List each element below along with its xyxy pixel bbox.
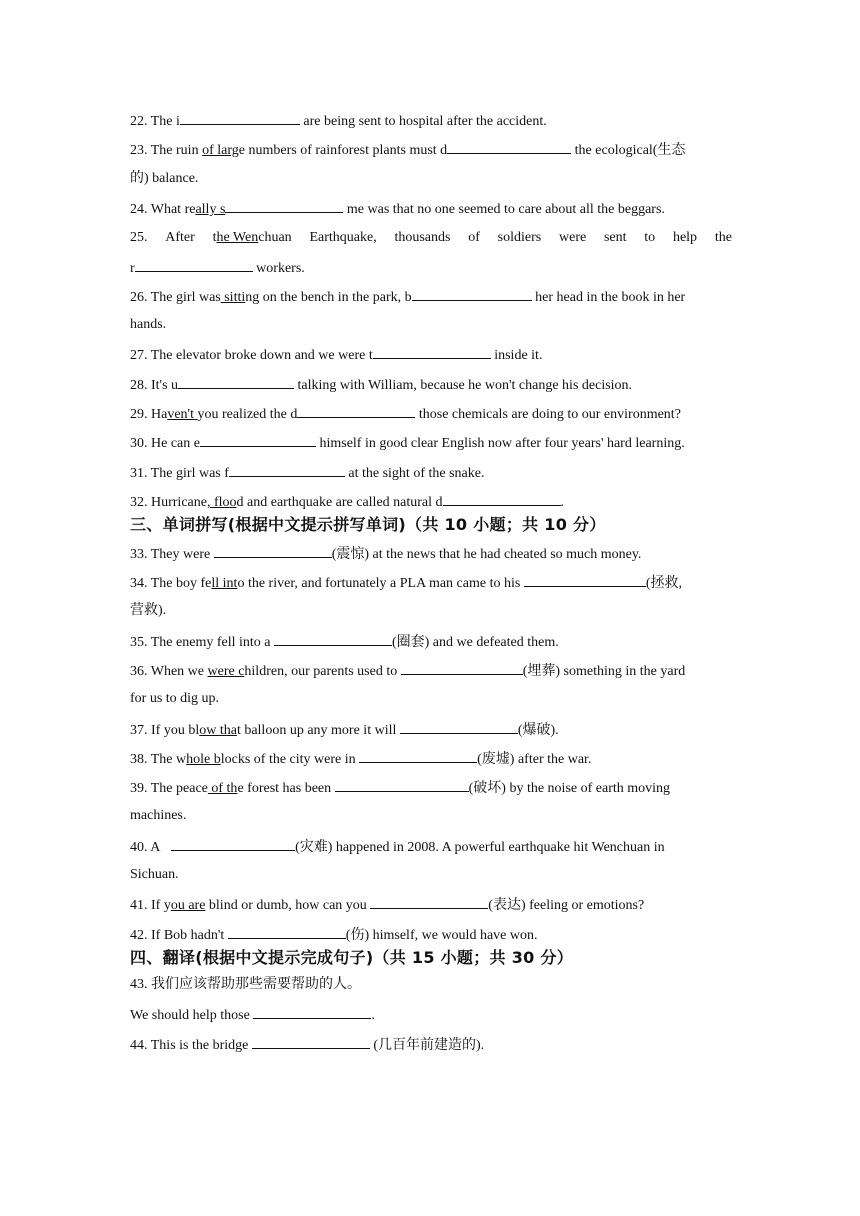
question-text: were [559,230,587,245]
question-text: hildren, our parents used to [244,664,401,679]
question-text: 41. If y [130,898,171,913]
question-text: . [371,1008,375,1023]
question-26 [130,287,732,307]
question-32 [130,492,732,512]
question-text: e numbers of rainforest plants must d [238,143,448,158]
question-text: 27. The elevator broke down and we were t [130,348,373,363]
underlined-text: were c [207,664,245,679]
answer-blank[interactable] [228,925,346,939]
question-30 [130,433,732,453]
question-text: Earthquake, [309,230,377,245]
underlined-text: hole b [186,752,221,767]
question-27 [130,345,732,365]
question-text: 38. The w [130,752,187,767]
answer-blank[interactable] [171,837,295,851]
question-text: of [468,230,480,245]
underlined-text: ll int [211,576,238,591]
question-text: soldiers [497,230,542,245]
answer-blank[interactable] [412,287,532,301]
answer-blank[interactable] [178,375,294,389]
question-36 [130,661,732,681]
question-text: blind or dumb, how can you [205,898,371,913]
question-text: Sichuan. [130,867,179,882]
question-text: at the sight of the snake. [344,466,485,481]
answer-blank[interactable] [214,544,332,558]
question-text: 34. The boy fe [130,576,212,591]
question-text: the Wenchuan [212,230,292,245]
question-text: 23. The ruin [130,143,203,158]
question-25 [130,229,732,247]
question-text: 40. A [130,840,164,855]
question-text: 的) balance. [130,171,199,186]
question-text: (震惊) at the news that he had cheated so much money. [331,547,642,562]
question-text: workers. [252,261,305,276]
section-4-heading: 四、翻译(根据中文提示完成句子)（共 15 小题；共 30 分） [130,948,574,967]
answer-blank[interactable] [401,661,523,675]
question-text: machines. [130,808,187,823]
answer-blank[interactable] [400,720,518,734]
question-34-cont [130,602,732,620]
answer-blank[interactable] [253,1005,371,1019]
question-text: locks of the city were in [220,752,360,767]
answer-blank[interactable] [335,778,469,792]
question-23-cont [130,170,732,188]
section-3-heading: 三、单词拼写(根据中文提示拼写单词)（共 10 小题；共 10 分） [130,515,606,534]
question-text: 36. When we [130,664,208,679]
answer-blank[interactable] [524,573,646,587]
question-text: inside it. [490,348,543,363]
question-31 [130,463,732,483]
underlined-text: ow tha [199,723,237,738]
question-36-cont [130,690,732,708]
answer-blank[interactable] [370,895,488,909]
question-text: hands. [130,317,167,332]
question-41 [130,895,732,915]
answer-blank[interactable] [447,140,571,154]
question-34 [130,573,732,593]
question-29 [130,404,732,424]
question-43-chinese: 43. 我们应该帮助那些需要帮助的人。 [130,977,361,992]
question-text: you realized the d [197,407,298,422]
question-text: me was that no one seemed to care about all the beggars. [343,202,665,217]
question-text: (圈套) and we defeated them. [391,635,559,650]
question-38 [130,749,732,769]
answer-blank[interactable] [135,258,253,272]
question-text: to [644,230,656,245]
question-text: her head in the book in her [531,290,686,305]
question-28 [130,375,732,395]
underlined-text: ou are [170,898,206,913]
question-39 [130,778,732,798]
question-text: r [130,261,135,276]
question-37 [130,720,732,740]
question-text: 31. The girl was f [130,466,229,481]
question-text: (爆破). [517,723,559,738]
question-text: 39. The peace [130,781,208,796]
question-text: (埋葬) something in the yard [522,664,686,679]
question-text: 28. It's u [130,378,179,393]
question-text: We should help those [130,1008,254,1023]
question-text: 35. The enemy fell into a [130,635,274,650]
question-text: help [672,230,698,245]
question-text: 25. [130,230,148,245]
question-text: (拯救, [645,576,682,591]
question-text: the ecological(生态 [571,143,686,158]
question-text: sent [603,230,627,245]
answer-blank[interactable] [229,463,345,477]
question-text: the [714,230,732,245]
underlined-text: ven't [167,407,198,422]
question-text: t balloon up any more it will [236,723,400,738]
question-text: e forest has been [237,781,335,796]
question-40-cont [130,866,732,884]
question-39-cont [130,807,732,825]
question-23 [130,140,732,160]
question-26-cont [130,316,732,334]
underlined-text: ally s [195,202,226,217]
question-text: are being sent to hospital after the accident. [299,114,547,129]
answer-blank[interactable] [274,632,392,646]
answer-blank[interactable] [180,111,300,125]
answer-blank[interactable] [297,404,415,418]
underlined-text: of larg [202,143,239,158]
question-text: (表达) feeling or emotions? [488,898,645,913]
question-22 [130,111,732,131]
question-text: (灾难) happened in 2008. A powerful earthquake hit Wenchuan in [295,840,665,855]
question-42 [130,925,732,945]
question-text: (废墟) after the war. [477,752,592,767]
question-text: 32. Hurricane [130,495,207,510]
answer-blank[interactable] [225,199,343,213]
question-40 [130,837,732,857]
answer-blank[interactable] [200,433,316,447]
question-text: After [165,230,195,245]
answer-blank[interactable] [373,345,491,359]
question-text: ng on the bench in the park, b [245,290,412,305]
question-35 [130,632,732,652]
question-text: 22. The i [130,114,180,129]
question-text: (几百年前建造的). [369,1038,485,1053]
question-text: (破坏) by the noise of earth moving [468,781,671,796]
question-text: 29. Ha [130,407,168,422]
question-text: . [560,495,565,510]
question-text: (伤) himself, we would have won. [345,928,538,943]
answer-blank[interactable] [252,1035,370,1049]
underlined-text: sitti [220,290,246,305]
question-text: those chemicals are doing to our environment? [415,407,681,422]
question-text: for us to dig up. [130,691,220,706]
answer-blank[interactable] [443,492,561,506]
question-text: 24. What re [130,202,196,217]
question-25-cont [130,258,732,278]
question-text: 33. They were [130,547,214,562]
question-text: o the river, and fortunately a PLA man came to his [237,576,524,591]
answer-blank[interactable] [359,749,477,763]
question-24 [130,199,732,219]
question-text: himself in good clear English now after four years' hard learning. [315,436,685,451]
underlined-text: , floo [206,495,237,510]
question-text: d and earthquake are called natural d [236,495,443,510]
question-text: 42. If Bob hadn't [130,928,228,943]
underlined-text: of th [207,781,238,796]
question-text: 26. The girl was [130,290,221,305]
question-text: 营救). [130,603,167,618]
question-44 [130,1035,732,1055]
question-text: 37. If you bl [130,723,200,738]
question-text: talking with William, because he won't change his decision. [294,378,633,393]
question-text: 30. He can e [130,436,200,451]
question-text: thousands [394,230,451,245]
question-43 [130,1005,732,1025]
question-33 [130,544,732,564]
question-text: 44. This is the bridge [130,1038,252,1053]
